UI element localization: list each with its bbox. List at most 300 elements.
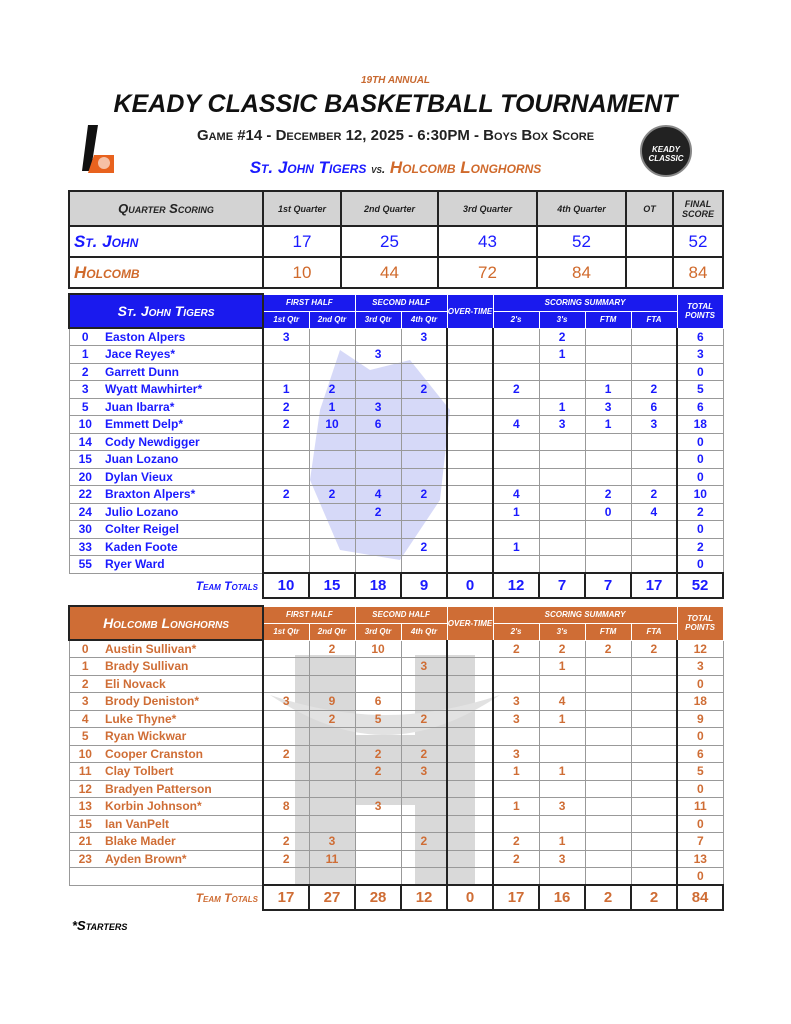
- player-row: [69, 868, 723, 886]
- stat-cell: [447, 833, 493, 851]
- player-name: Austin Sullivan*: [101, 640, 263, 658]
- stat-cell: [539, 363, 585, 381]
- player-number: [69, 868, 101, 886]
- quarter-score: [626, 257, 673, 288]
- stat-cell: [585, 538, 631, 556]
- sub-header: 2nd Qtr: [309, 623, 355, 640]
- stat-cell: [585, 328, 631, 346]
- player-number: 2: [69, 675, 101, 693]
- player-row: [69, 486, 723, 504]
- sub-header: FTA: [631, 311, 677, 328]
- player-name: Blake Mader: [101, 833, 263, 851]
- stat-cell: [309, 728, 355, 746]
- stat-cell: 2: [631, 381, 677, 399]
- player-total: 5: [677, 381, 723, 399]
- stat-cell: 1: [539, 346, 585, 364]
- player-row: [69, 833, 723, 851]
- sub-header: 3rd Qtr: [355, 623, 401, 640]
- team-total: 12: [401, 885, 447, 910]
- stat-cell: [631, 658, 677, 676]
- stat-cell: [493, 451, 539, 469]
- stat-cell: [493, 728, 539, 746]
- stat-cell: [263, 451, 309, 469]
- stat-cell: [539, 468, 585, 486]
- stat-cell: 1: [263, 381, 309, 399]
- stat-cell: [447, 538, 493, 556]
- stat-cell: 4: [493, 486, 539, 504]
- stat-cell: [355, 728, 401, 746]
- stat-cell: 0: [585, 503, 631, 521]
- player-number: 20: [69, 468, 101, 486]
- stat-cell: [585, 798, 631, 816]
- stat-cell: [493, 521, 539, 539]
- stat-cell: [585, 521, 631, 539]
- total-points-header: TOTAL POINTS: [677, 294, 723, 328]
- stat-cell: 2: [585, 640, 631, 658]
- player-row: [69, 538, 723, 556]
- stat-cell: [585, 850, 631, 868]
- player-number: 11: [69, 763, 101, 781]
- player-total: 0: [677, 728, 723, 746]
- stat-cell: [447, 693, 493, 711]
- stat-cell: [263, 780, 309, 798]
- player-number: 10: [69, 745, 101, 763]
- stat-cell: 2: [585, 486, 631, 504]
- quarter-row: [69, 226, 723, 257]
- stat-cell: 1: [585, 381, 631, 399]
- player-row: [69, 710, 723, 728]
- player-name: [101, 868, 263, 886]
- stat-cell: [539, 780, 585, 798]
- player-name: Emmett Delp*: [101, 416, 263, 434]
- player-total: 0: [677, 451, 723, 469]
- sub-header: 2nd Qtr: [309, 311, 355, 328]
- stat-cell: [447, 416, 493, 434]
- stat-cell: [585, 763, 631, 781]
- quarter-score: 17: [263, 226, 341, 257]
- team-total: 10: [263, 573, 309, 598]
- stat-cell: [493, 868, 539, 886]
- team-header: Holcomb Longhorns: [69, 606, 263, 640]
- stat-cell: [401, 416, 447, 434]
- stat-cell: 3: [493, 745, 539, 763]
- stat-cell: [309, 798, 355, 816]
- stat-cell: 1: [539, 763, 585, 781]
- overtime-header: OVER-TIME: [447, 606, 493, 640]
- stat-cell: [355, 328, 401, 346]
- stat-cell: [539, 868, 585, 886]
- stat-cell: [539, 745, 585, 763]
- stat-cell: [401, 468, 447, 486]
- game-subtitle: Game #14 - December 12, 2025 - 6:30PM - Boys Box Score: [196, 127, 595, 144]
- stat-cell: [493, 780, 539, 798]
- player-name: Cody Newdigger: [101, 433, 263, 451]
- sub-header: 1st Qtr: [263, 311, 309, 328]
- stat-cell: [447, 468, 493, 486]
- stat-cell: [631, 798, 677, 816]
- stat-cell: 2: [493, 640, 539, 658]
- player-number: 1: [69, 658, 101, 676]
- stat-cell: [447, 658, 493, 676]
- stat-cell: 1: [539, 398, 585, 416]
- stat-cell: 1: [493, 538, 539, 556]
- player-row: [69, 363, 723, 381]
- stat-cell: [401, 398, 447, 416]
- sub-header: 3's: [539, 623, 585, 640]
- stat-cell: [263, 433, 309, 451]
- stat-cell: [631, 710, 677, 728]
- player-total: 13: [677, 850, 723, 868]
- stat-cell: 2: [309, 710, 355, 728]
- stat-cell: 2: [309, 381, 355, 399]
- team-total: 17: [263, 885, 309, 910]
- player-total: 2: [677, 503, 723, 521]
- sub-header: 3's: [539, 311, 585, 328]
- stat-cell: [447, 780, 493, 798]
- sub-header: 4th Qtr: [401, 623, 447, 640]
- player-number: 0: [69, 640, 101, 658]
- stat-cell: [401, 433, 447, 451]
- player-row: [69, 640, 723, 658]
- stat-cell: [631, 346, 677, 364]
- player-number: 55: [69, 556, 101, 574]
- player-row: [69, 763, 723, 781]
- stat-cell: [355, 468, 401, 486]
- player-total: 0: [677, 521, 723, 539]
- stat-cell: [447, 451, 493, 469]
- second-half-header: SECOND HALF: [355, 606, 447, 623]
- player-number: 15: [69, 451, 101, 469]
- player-number: 3: [69, 381, 101, 399]
- stat-cell: [539, 538, 585, 556]
- stat-cell: [631, 538, 677, 556]
- stat-cell: 9: [309, 693, 355, 711]
- player-name: Kaden Foote: [101, 538, 263, 556]
- overtime-header: OVER-TIME: [447, 294, 493, 328]
- stat-cell: [263, 640, 309, 658]
- stat-cell: [263, 728, 309, 746]
- stat-cell: [263, 521, 309, 539]
- stat-cell: [585, 556, 631, 574]
- player-row: [69, 780, 723, 798]
- holcomb-logo-icon: [80, 125, 120, 175]
- quarter-score: 52: [673, 226, 723, 257]
- second-half-header: SECOND HALF: [355, 294, 447, 311]
- col-header: OT: [626, 191, 673, 226]
- player-row: [69, 416, 723, 434]
- player-number: 33: [69, 538, 101, 556]
- stat-cell: [585, 833, 631, 851]
- player-name: Dylan Vieux: [101, 468, 263, 486]
- stat-cell: [631, 675, 677, 693]
- player-name: Ian VanPelt: [101, 815, 263, 833]
- stat-cell: [401, 556, 447, 574]
- stat-cell: [631, 815, 677, 833]
- stat-cell: [401, 693, 447, 711]
- stat-cell: 8: [263, 798, 309, 816]
- team-total: 2: [585, 885, 631, 910]
- stat-cell: [309, 521, 355, 539]
- stat-cell: 5: [355, 710, 401, 728]
- team-total: 0: [447, 573, 493, 598]
- stat-cell: [309, 328, 355, 346]
- player-row: [69, 675, 723, 693]
- stat-cell: [263, 503, 309, 521]
- player-name: Korbin Johnson*: [101, 798, 263, 816]
- stat-cell: [539, 675, 585, 693]
- stat-cell: [493, 346, 539, 364]
- stat-cell: [401, 728, 447, 746]
- stat-cell: 1: [309, 398, 355, 416]
- stat-cell: [585, 346, 631, 364]
- team-total: 84: [677, 885, 723, 910]
- stat-cell: 1: [493, 798, 539, 816]
- stat-cell: [447, 556, 493, 574]
- stat-cell: 2: [401, 833, 447, 851]
- stat-cell: [401, 798, 447, 816]
- stat-cell: [585, 433, 631, 451]
- stat-cell: [631, 521, 677, 539]
- stat-cell: 2: [493, 381, 539, 399]
- home-team: St. John Tigers: [249, 158, 367, 177]
- stat-cell: 2: [263, 850, 309, 868]
- stat-cell: 2: [539, 328, 585, 346]
- stat-cell: 3: [539, 798, 585, 816]
- stat-cell: [263, 556, 309, 574]
- stat-cell: [401, 451, 447, 469]
- player-total: 18: [677, 693, 723, 711]
- stat-cell: [355, 815, 401, 833]
- player-name: Colter Reigel: [101, 521, 263, 539]
- stat-cell: [355, 833, 401, 851]
- player-name: Juan Ibarra*: [101, 398, 263, 416]
- team-totals-label: Team Totals: [195, 578, 259, 593]
- first-half-header: FIRST HALF: [263, 294, 355, 311]
- team-total: 12: [493, 573, 539, 598]
- tournament-title: KEADY CLASSIC BASKETBALL TOURNAMENT: [113, 90, 678, 118]
- team-total: 52: [677, 573, 723, 598]
- player-total: 6: [677, 745, 723, 763]
- stat-cell: [585, 363, 631, 381]
- player-row: [69, 346, 723, 364]
- player-number: 13: [69, 798, 101, 816]
- stat-cell: [447, 433, 493, 451]
- starters-footnote: *Starters: [72, 918, 128, 933]
- vs-label: vs.: [371, 162, 386, 176]
- stat-cell: [401, 780, 447, 798]
- stat-cell: [447, 640, 493, 658]
- stat-cell: 2: [355, 503, 401, 521]
- stat-cell: 2: [355, 763, 401, 781]
- stat-cell: 3: [493, 710, 539, 728]
- player-total: 12: [677, 640, 723, 658]
- stat-cell: [447, 503, 493, 521]
- player-row: [69, 433, 723, 451]
- player-row: [69, 521, 723, 539]
- stat-cell: [447, 728, 493, 746]
- stat-cell: 2: [401, 710, 447, 728]
- stat-cell: [309, 363, 355, 381]
- stat-cell: [585, 780, 631, 798]
- sub-header: FTA: [631, 623, 677, 640]
- stat-cell: 10: [355, 640, 401, 658]
- stat-cell: 2: [263, 833, 309, 851]
- stat-cell: 2: [263, 486, 309, 504]
- sub-header: 2's: [493, 623, 539, 640]
- stat-cell: [263, 710, 309, 728]
- stat-cell: [447, 850, 493, 868]
- player-number: 30: [69, 521, 101, 539]
- stat-cell: [309, 556, 355, 574]
- stat-cell: 2: [263, 398, 309, 416]
- player-row: [69, 850, 723, 868]
- stat-cell: 2: [539, 640, 585, 658]
- holcomb-box-score: [68, 605, 724, 911]
- player-number: 1: [69, 346, 101, 364]
- team-totals-label: Team Totals: [195, 890, 259, 905]
- stat-cell: [263, 815, 309, 833]
- team-total: 17: [493, 885, 539, 910]
- stat-cell: [309, 451, 355, 469]
- stat-cell: 10: [309, 416, 355, 434]
- stat-cell: [263, 468, 309, 486]
- stat-cell: [355, 363, 401, 381]
- stat-cell: [447, 868, 493, 886]
- player-row: [69, 798, 723, 816]
- stat-cell: [355, 538, 401, 556]
- stat-cell: 3: [539, 416, 585, 434]
- player-total: 0: [677, 815, 723, 833]
- team-total: 9: [401, 573, 447, 598]
- stat-cell: [539, 815, 585, 833]
- stat-cell: [309, 346, 355, 364]
- stat-cell: [355, 780, 401, 798]
- player-total: 7: [677, 833, 723, 851]
- stat-cell: 2: [493, 833, 539, 851]
- stat-cell: [447, 346, 493, 364]
- stat-cell: [401, 868, 447, 886]
- col-header: 3rd Quarter: [438, 191, 537, 226]
- stat-cell: 3: [401, 328, 447, 346]
- sub-header: FTM: [585, 623, 631, 640]
- stat-cell: [539, 433, 585, 451]
- stat-cell: 4: [355, 486, 401, 504]
- stat-cell: 3: [355, 398, 401, 416]
- player-name: Jace Reyes*: [101, 346, 263, 364]
- stat-cell: [631, 763, 677, 781]
- stat-cell: 1: [493, 503, 539, 521]
- stat-cell: 6: [631, 398, 677, 416]
- player-name: Ryan Wickwar: [101, 728, 263, 746]
- team-total: 2: [631, 885, 677, 910]
- player-name: Easton Alpers: [101, 328, 263, 346]
- stat-cell: 3: [355, 798, 401, 816]
- player-number: 23: [69, 850, 101, 868]
- team-total: 15: [309, 573, 355, 598]
- stat-cell: [585, 468, 631, 486]
- stat-cell: [355, 521, 401, 539]
- player-row: [69, 815, 723, 833]
- stat-cell: [355, 868, 401, 886]
- team-name: Holcomb: [69, 257, 263, 288]
- stat-cell: [355, 451, 401, 469]
- annual-label: 19TH ANNUAL: [360, 75, 431, 86]
- player-name: Bradyen Patterson: [101, 780, 263, 798]
- stat-cell: [309, 763, 355, 781]
- stat-cell: 3: [585, 398, 631, 416]
- player-name: Brady Sullivan: [101, 658, 263, 676]
- col-header: 4th Quarter: [537, 191, 626, 226]
- stat-cell: [401, 850, 447, 868]
- stat-cell: [263, 763, 309, 781]
- stat-cell: 2: [401, 538, 447, 556]
- scoring-summary-header: SCORING SUMMARY: [493, 294, 677, 311]
- player-name: Ryer Ward: [101, 556, 263, 574]
- st-john-box-score: [68, 293, 724, 599]
- stat-cell: [263, 538, 309, 556]
- player-total: 6: [677, 328, 723, 346]
- stat-cell: 1: [539, 833, 585, 851]
- stat-cell: [401, 675, 447, 693]
- quarter-row: [69, 257, 723, 288]
- player-total: 3: [677, 346, 723, 364]
- player-total: 18: [677, 416, 723, 434]
- player-total: 0: [677, 780, 723, 798]
- sub-header: 2's: [493, 311, 539, 328]
- player-number: 5: [69, 728, 101, 746]
- stat-cell: [355, 658, 401, 676]
- quarter-score: 44: [341, 257, 438, 288]
- player-name: Ayden Brown*: [101, 850, 263, 868]
- stat-cell: [309, 868, 355, 886]
- stat-cell: 1: [539, 658, 585, 676]
- player-name: Clay Tolbert: [101, 763, 263, 781]
- stat-cell: [447, 745, 493, 763]
- stat-cell: [447, 763, 493, 781]
- player-total: 5: [677, 763, 723, 781]
- sub-header: 1st Qtr: [263, 623, 309, 640]
- stat-cell: 6: [355, 416, 401, 434]
- player-name: Braxton Alpers*: [101, 486, 263, 504]
- stat-cell: 4: [493, 416, 539, 434]
- stat-cell: [263, 675, 309, 693]
- stat-cell: [493, 433, 539, 451]
- player-total: 0: [677, 363, 723, 381]
- stat-cell: [401, 521, 447, 539]
- player-row: [69, 468, 723, 486]
- stat-cell: [585, 745, 631, 763]
- team-totals-row: [69, 573, 723, 598]
- quarter-score: [626, 226, 673, 257]
- player-total: 11: [677, 798, 723, 816]
- team-total: 7: [539, 573, 585, 598]
- stat-cell: [401, 640, 447, 658]
- stat-cell: [447, 798, 493, 816]
- stat-cell: [631, 468, 677, 486]
- player-row: [69, 693, 723, 711]
- player-total: 9: [677, 710, 723, 728]
- stat-cell: [355, 675, 401, 693]
- stat-cell: 1: [493, 763, 539, 781]
- away-team: Holcomb Longhorns: [389, 158, 542, 177]
- stat-cell: [447, 486, 493, 504]
- quarter-score: 84: [673, 257, 723, 288]
- player-name: Julio Lozano: [101, 503, 263, 521]
- scoring-summary-header: SCORING SUMMARY: [493, 606, 677, 623]
- stat-cell: [355, 433, 401, 451]
- player-number: 4: [69, 710, 101, 728]
- stat-cell: [539, 503, 585, 521]
